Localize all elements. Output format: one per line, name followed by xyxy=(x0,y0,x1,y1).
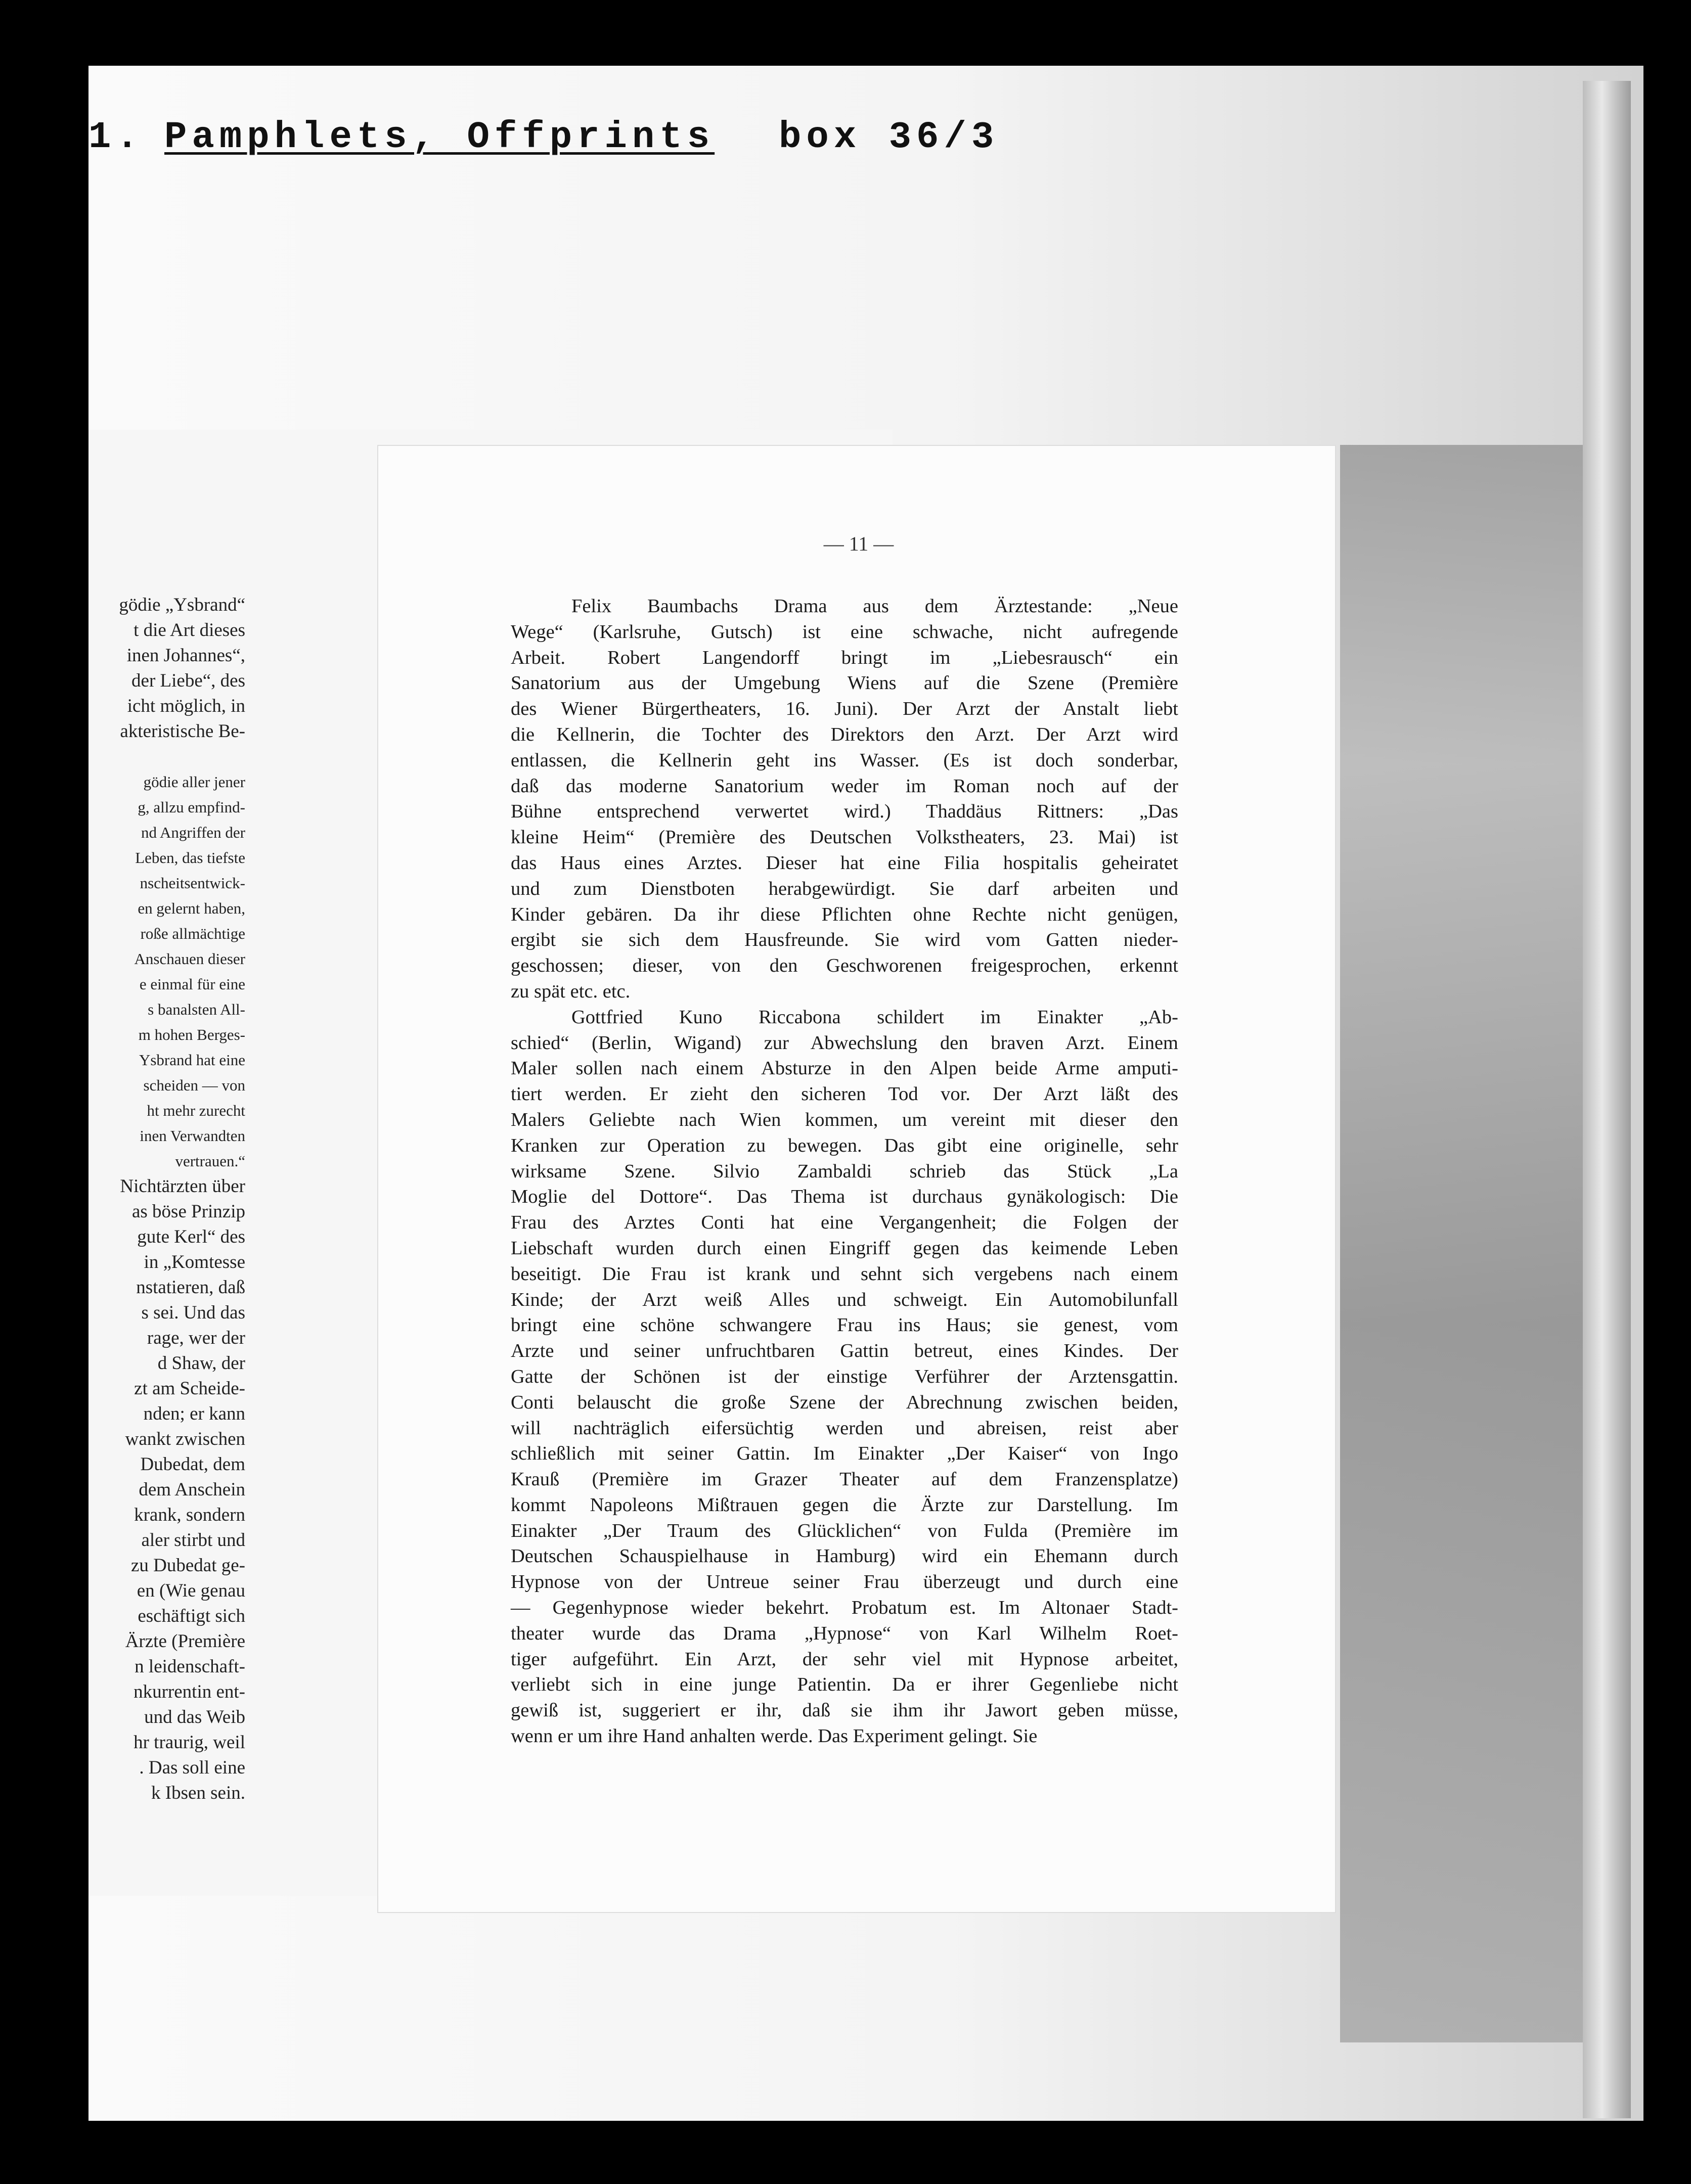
left-column-line: s banalsten All- xyxy=(148,1000,245,1018)
page-body-text xyxy=(511,594,1178,1749)
left-column-line: vertrauen.“ xyxy=(175,1152,245,1170)
body-line: theater wurde das Drama „Hypnose“ von Karl Wilhelm Roet- xyxy=(511,1622,1178,1644)
left-column-line: as böse Prinzip xyxy=(131,1201,245,1222)
left-column-line: gödie aller jener xyxy=(143,773,245,791)
left-column-line: nstatieren, daß xyxy=(136,1277,245,1298)
left-column-line: scheiden — von xyxy=(143,1076,245,1094)
body-line: beseitigt. Die Frau ist krank und sehnt sich vergebens nach einem xyxy=(511,1263,1178,1285)
body-line: entlassen, die Kellnerin geht ins Wasser. (Es ist doch sonderbar, xyxy=(511,749,1178,771)
body-line: Kranken zur Operation zu bewegen. Das gibt eine originelle, sehr xyxy=(511,1134,1178,1156)
left-column-line: dem Anschein xyxy=(139,1479,245,1500)
body-line: zu spät etc. etc. xyxy=(511,980,631,1002)
left-column-line: nscheitsentwick- xyxy=(140,874,245,892)
body-line: — Gegenhypnose wieder bekehrt. Probatum est. Im Altonaer Stadt- xyxy=(511,1597,1178,1619)
body-line: Hypnose von der Untreue seiner Frau überzeugt und durch eine xyxy=(511,1571,1178,1593)
body-line: die Kellnerin, die Tochter des Direktors den Arzt. Der Arzt wird xyxy=(511,723,1178,745)
document-page xyxy=(378,446,1335,1912)
body-line: Bühne entsprechend verwertet wird.) Thaddäus Rittners: „Das xyxy=(511,801,1178,823)
left-column-line xyxy=(88,744,245,769)
body-line: schließlich mit seiner Gattin. Im Einakter „Der Kaiser“ von Ingo xyxy=(511,1443,1178,1465)
left-column-line: g, allzu empfind- xyxy=(138,798,245,816)
body-line: bringt eine schöne schwangere Frau ins Haus; sie genest, vom xyxy=(511,1314,1178,1336)
body-line: daß das moderne Sanatorium weder im Roman noch auf der xyxy=(511,775,1178,797)
left-column-line: gödie „Ysbrand“ xyxy=(119,595,245,615)
body-line: Kinde; der Arzt weiß Alles und schweigt. Ein Automobilunfall xyxy=(511,1289,1178,1310)
body-line: das Haus eines Arztes. Dieser hat eine Filia hospitalis geheiratet xyxy=(511,852,1178,874)
body-line: Gottfried Kuno Riccabona schildert im Einakter „Ab- xyxy=(571,1006,1178,1028)
left-column-line: aler stirbt und xyxy=(141,1530,245,1551)
header-title: Pamphlets, Offprints xyxy=(164,116,715,159)
body-line: Gatte der Schönen ist der einstige Verführer der Arztensgattin. xyxy=(511,1366,1178,1387)
body-line: kleine Heim“ (Première des Deutschen Volkstheaters, 23. Mai) ist xyxy=(511,827,1178,848)
left-column-line: t die Art dieses xyxy=(134,620,245,641)
body-line: Maler sollen nach einem Absturze in den Alpen beide Arme amputi- xyxy=(511,1058,1178,1079)
left-column-line: k Ibsen sein. xyxy=(151,1783,245,1803)
body-line: will nachträglich eifersüchtig werden und abreisen, reist aber xyxy=(511,1417,1178,1439)
left-column-text xyxy=(88,593,245,1806)
left-column-line: e einmal für eine xyxy=(139,975,245,993)
page-number: — 11 — xyxy=(823,532,894,555)
left-column-line: wankt zwischen xyxy=(125,1429,245,1449)
left-column-line: Leben, das tiefste xyxy=(135,849,245,867)
body-line: Wege“ (Karlsruhe, Gutsch) ist eine schwache, nicht aufregende xyxy=(511,621,1178,643)
left-column-line: eschäftigt sich xyxy=(138,1606,245,1626)
body-line: Felix Baumbachs Drama aus dem Ärztestande: „Neue xyxy=(571,596,1178,617)
left-column-line: m hohen Berges- xyxy=(138,1026,245,1043)
header-box-number: box 36/3 xyxy=(779,116,999,159)
body-line: Malers Geliebte nach Wien kommen, um vereint mit dieser den xyxy=(511,1109,1178,1130)
left-column-line: Ärzte (Première xyxy=(125,1631,245,1652)
left-column-line: Nichtärzten über xyxy=(120,1176,245,1197)
left-column-line: und das Weib xyxy=(144,1707,245,1727)
left-column-line: gute Kerl“ des xyxy=(137,1226,245,1247)
body-line: des Wiener Bürgertheaters, 16. Juni). Der Arzt der Anstalt liebt xyxy=(511,698,1178,720)
left-column-line: Ysbrand hat eine xyxy=(139,1051,245,1069)
left-column-line: zu Dubedat ge- xyxy=(130,1555,245,1576)
body-line: geschossen; dieser, von den Geschworenen freigesprochen, erkennt xyxy=(511,955,1178,977)
left-column-line: hr traurig, weil xyxy=(134,1732,245,1753)
body-line: Arzte und seiner unfruchtbaren Gattin betreut, eines Kindes. Der xyxy=(511,1340,1178,1362)
left-column-line: en gelernt haben, xyxy=(138,899,245,917)
left-column-line: roße allmächtige xyxy=(140,925,245,942)
body-line: Arbeit. Robert Langendorff bringt im „Liebesrausch“ ein xyxy=(511,647,1178,668)
body-line: gewiß ist, suggeriert er ihr, daß sie ihm ihr Jawort geben müsse, xyxy=(511,1700,1178,1721)
left-column-line: nd Angriffen der xyxy=(141,824,245,841)
left-column-line: nden; er kann xyxy=(143,1403,245,1424)
left-column-line: nkurrentin ent- xyxy=(134,1681,245,1702)
left-column-line: icht möglich, in xyxy=(127,696,245,716)
body-line: Krauß (Première im Grazer Theater auf dem Franzensplatze) xyxy=(511,1469,1178,1490)
left-column-line: en (Wie genau xyxy=(137,1580,245,1601)
left-column-line: akteristische Be- xyxy=(120,721,245,742)
body-line: schied“ (Berlin, Wigand) zur Abwechslung den braven Arzt. Einem xyxy=(511,1032,1178,1054)
left-column-line: der Liebe“, des xyxy=(131,670,245,691)
body-line: Liebschaft wurden durch einen Eingriff gegen das keimende Leben xyxy=(511,1237,1178,1259)
body-line: kommt Napoleons Mißtrauen gegen die Ärzte zur Darstellung. Im xyxy=(511,1494,1178,1516)
left-column-line: zt am Scheide- xyxy=(134,1378,245,1399)
body-line: verliebt sich in eine junge Patientin. Da er ihrer Gegenliebe nicht xyxy=(511,1674,1178,1696)
board-edge xyxy=(1583,81,1631,2118)
page-shadow xyxy=(1340,445,1583,2042)
left-column-line: ht mehr zurecht xyxy=(147,1102,245,1119)
left-column-line: d Shaw, der xyxy=(157,1353,245,1374)
body-line: wenn er um ihre Hand anhalten werde. Das Experiment gelingt. Sie xyxy=(511,1725,1038,1747)
left-column-line: rage, wer der xyxy=(147,1328,245,1348)
body-line: wirksame Szene. Silvio Zambaldi schrieb das Stück „La xyxy=(511,1160,1178,1182)
body-line: Conti belauscht die große Szene der Abrechnung zwischen beiden, xyxy=(511,1391,1178,1413)
left-column-line: n leidenschaft- xyxy=(135,1656,245,1677)
left-column-line: . Das soll eine xyxy=(139,1757,245,1778)
left-column-line: inen Verwandten xyxy=(140,1127,245,1145)
body-line: ergibt sie sich dem Hausfreunde. Sie wird vom Gatten nieder- xyxy=(511,929,1178,951)
body-line: tiert werden. Er zieht den sicheren Tod vor. Der Arzt läßt des xyxy=(511,1083,1178,1105)
body-line: Einakter „Der Traum des Glücklichen“ von Fulda (Première im xyxy=(511,1520,1178,1541)
left-column-line: Anschauen dieser xyxy=(134,950,245,968)
left-column-line: Dubedat, dem xyxy=(140,1454,245,1475)
body-line: und zum Dienstboten herabgewürdigt. Sie darf arbeiten und xyxy=(511,878,1178,899)
body-line: Moglie del Dottore“. Das Thema ist durchaus gynäkologisch: Die xyxy=(511,1186,1178,1208)
body-line: tiger aufgeführt. Ein Arzt, der sehr viel mit Hypnose arbeitet, xyxy=(511,1648,1178,1670)
body-line: Kinder gebären. Da ihr diese Pflichten ohne Rechte nicht genügen, xyxy=(511,903,1178,925)
body-line: Sanatorium aus der Umgebung Wiens auf die Szene (Première xyxy=(511,672,1178,694)
left-column-line: s sei. Und das xyxy=(141,1302,245,1323)
left-column-line: in „Komtesse xyxy=(144,1252,245,1272)
left-column-line: krank, sondern xyxy=(134,1505,245,1525)
body-line: Deutschen Schauspielhause in Hamburg) wird ein Ehemann durch xyxy=(511,1545,1178,1567)
body-line: Frau des Arztes Conti hat eine Vergangenheit; die Folgen der xyxy=(511,1212,1178,1234)
left-column-line: inen Johannes“, xyxy=(126,645,245,666)
header-prefix: 1. xyxy=(88,116,144,159)
